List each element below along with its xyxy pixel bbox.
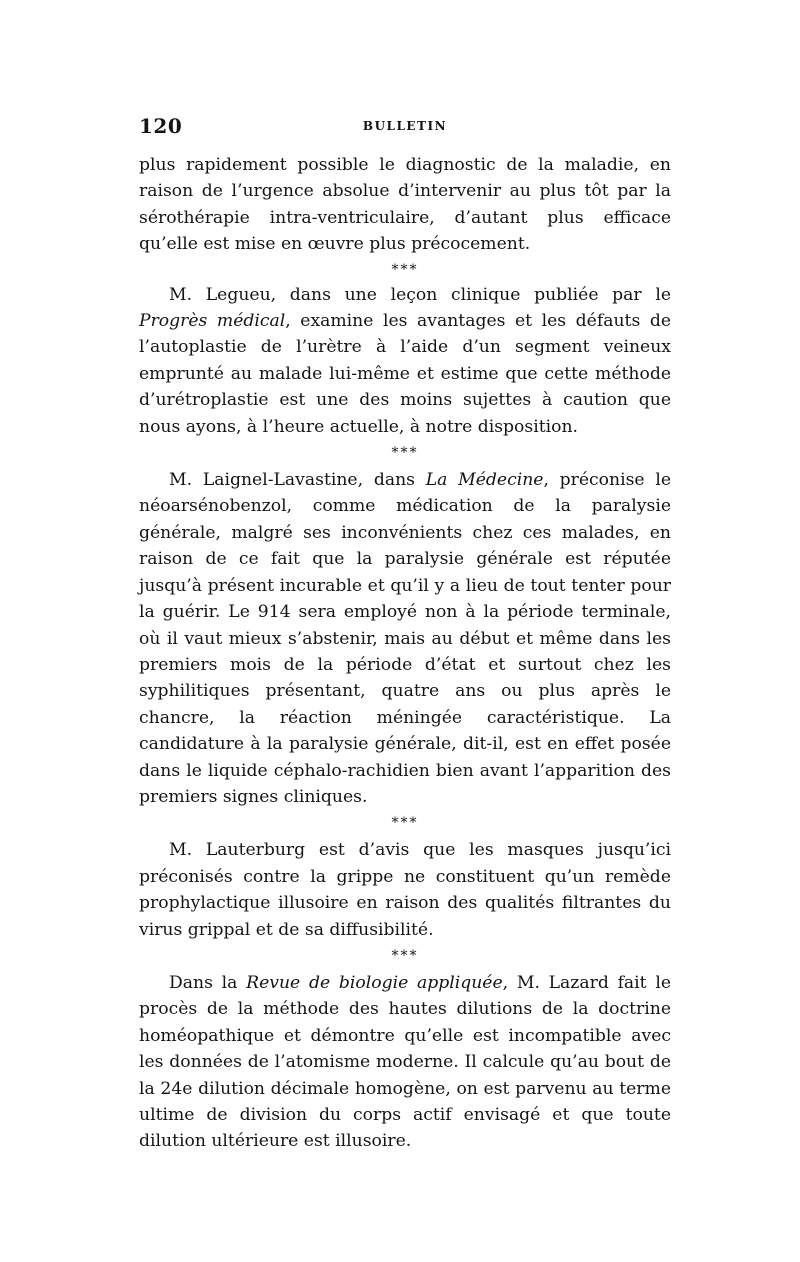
paragraph-serotherapie: plus rapidement possible le diagnostic de la maladie, en raison de l’urgence absolue d’intervenir au plus tôt par la sérothérapie intra-ventriculaire, d’autant plus efficace qu’elle est mise en œuvre plus précocement.: [139, 155, 671, 255]
paragraph-lead: Dans la: [169, 972, 247, 993]
asterism-separator: ***: [391, 947, 419, 964]
paragraph-lead: M. Legueu, dans une leçon clinique publiée par le: [169, 284, 671, 305]
journal-title: Revue de biologie appliquée: [246, 972, 503, 993]
article-body: [139, 152, 671, 1155]
journal-title: Progrès médical: [139, 311, 286, 332]
paragraph-legueu: [139, 282, 671, 440]
paragraph-rest: , M. Lazard fait le procès de la méthode des hautes dilutions de la doctrine homéopathique et démontre qu’elle est incompatible avec les données de l’atomisme moderne. Il calcule qu’au bout de la 24e dilution décimale homogène, on est parvenu au terme ultime de division du corps actif envisagé et que toute dilution ultérieure est illusoire.: [139, 972, 671, 1152]
paragraph-rest: , préconise le néoarsénobenzol, comme médication de la paralysie générale, malgré ses inconvénients chez ces malades, en raison de ce fait que la paralysie générale est réputée jusqu’à présent incurable et qu’il y a lieu de tout tenter pour la guérir. Le 914 sera employé non à la période terminale, où il vaut mieux s’abstenir, mais au début et même dans les premiers mois de la période d’état et surtout chez les syphilitiques présentant, quatre ans ou plus après le chancre, la réaction méningée caractéristique. La candidature à la paralysie générale, dit-il, est en effet posée dans le liquide céphalo-rachidien bien avant l’apparition des premiers signes cliniques.: [139, 470, 672, 807]
paragraph-lauterburg: M. Lauterburg est d’avis que les masques jusqu’ici préconisés contre la grippe ne constituent qu’un remède prophylactique illusoire en raison des qualités filtrantes du virus grippal et de sa diffusibilité.: [139, 840, 671, 940]
asterism-separator: ***: [391, 815, 419, 832]
paragraph-lazard: [139, 970, 671, 1155]
page-number: 120: [139, 114, 183, 138]
asterism-separator: ***: [391, 445, 419, 462]
running-title: BULLETIN: [362, 119, 448, 133]
paragraph-lead: M. Laignel-Lavastine, dans: [169, 470, 426, 491]
running-head: [139, 114, 671, 142]
journal-title: La Médecine: [425, 470, 544, 491]
paragraph-rest: , examine les avantages et les défauts de l’autoplastie de l’urètre à l’aide d’un segment veineux emprunté au malade lui-même et estime que cette méthode d’urétroplastie est une des moins sujettes à caution que nous ayons, à l’heure actuelle, à notre disposition.: [139, 311, 671, 437]
paragraph-laignel-lavastine: [139, 467, 671, 810]
asterism-separator: ***: [391, 261, 419, 278]
